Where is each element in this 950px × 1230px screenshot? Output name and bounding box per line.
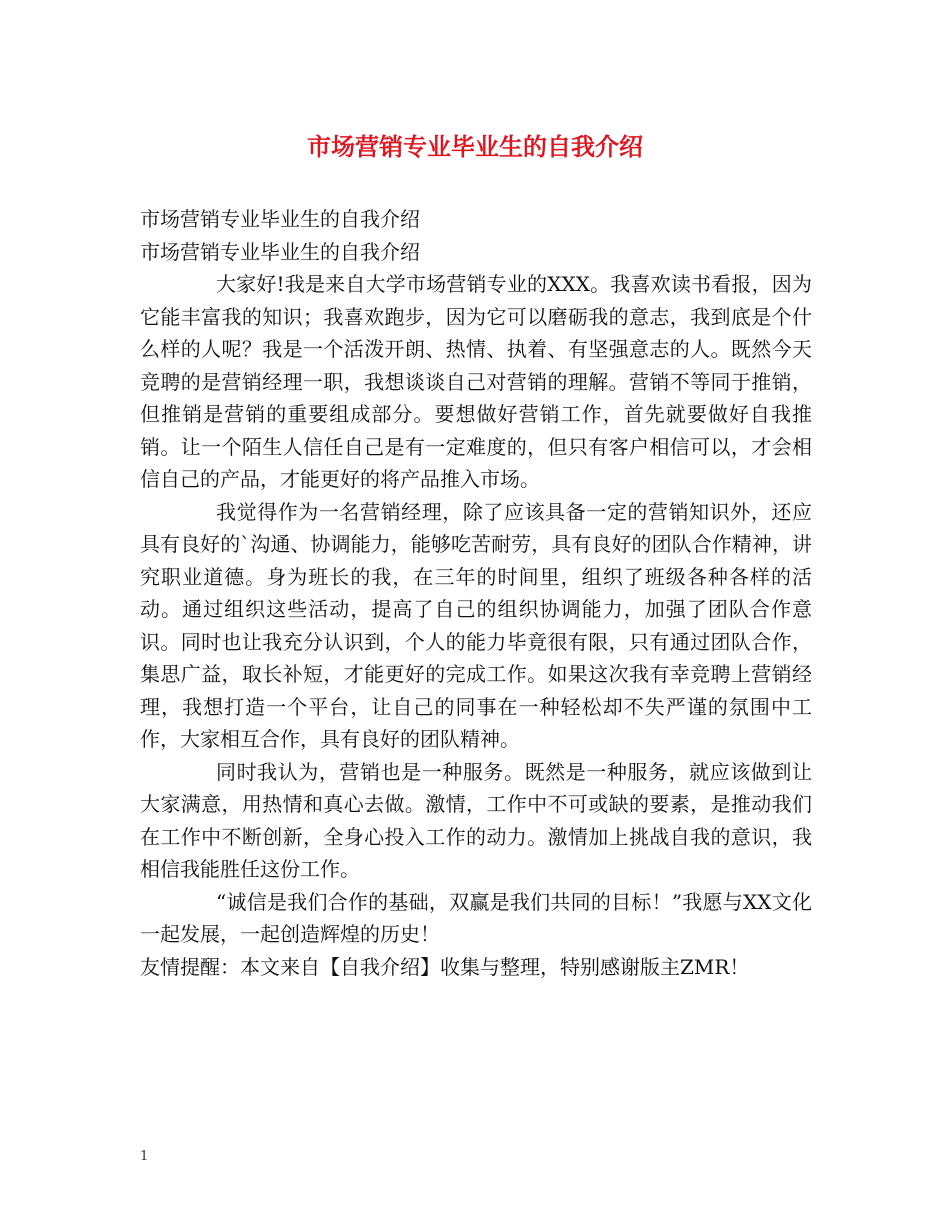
paragraph-3: 同时我认为，营销也是一种服务。既然是一种服务，就应该做到让大家满意，用热情和真心去做。激情，工作中不可或缺的要素，是推动我们在工作中不断创新，全身心投入工作的动力。激情加上挑战自我的意识，我相信我能胜任这份工作。 [140, 759, 812, 881]
paragraph-4: “诚信是我们合作的基础，双赢是我们共同的目标！”我愿与XX文化一起发展，一起创造辉煌的历史！ [140, 889, 812, 946]
document-body [140, 203, 812, 983]
subtitle-line-2: 市场营销专业毕业生的自我介绍 [140, 239, 420, 264]
document-title: 市场营销专业毕业生的自我介绍 [307, 132, 643, 161]
paragraph-2: 我觉得作为一名营销经理，除了应该具备一定的营销知识外，还应具有良好的`沟通、协调能力，能够吃苦耐劳，具有良好的团队合作精神，讲究职业道德。身为班长的我，在三年的时间里，组织了班级各种各样的活动。通过组织这些活动，提高了自己的组织协调能力，加强了团队合作意识。同时也让我充分认识到，个人的能力毕竟很有限，只有通过团队合作，集思广益，取长补短，才能更好的完成工作。如果这次我有幸竞聘上营销经理，我想打造一个平台，让自己的同事在一种轻松却不失严谨的氛围中工作，大家相互合作，具有良好的团队精神。 [140, 499, 812, 751]
subtitle-line-1: 市场营销专业毕业生的自我介绍 [140, 207, 420, 231]
paragraph-1: 大家好!我是来自大学市场营销专业的XXX。我喜欢读书看报，因为它能丰富我的知识；我喜欢跑步，因为它可以磨砺我的意志，我到底是个什么样的人呢？我是一个活泼开朗、热情、执着、有坚强意志的人。既然今天竞聘的是营销经理一职，我想谈谈自己对营销的理解。营销不等同于推销，但推销是营销的重要组成部分。要想做好营销工作，首先就要做好自我推销。让一个陌生人信任自己是有一定难度的，但只有客户相信可以，才会相信自己的产品，才能更好的将产品推入市场。 [140, 272, 812, 491]
footer-note: 友情提醒：本文来自【自我介绍】收集与整理，特别感谢版主ZMR！ [140, 954, 750, 979]
page-number: 1 [140, 1149, 149, 1164]
